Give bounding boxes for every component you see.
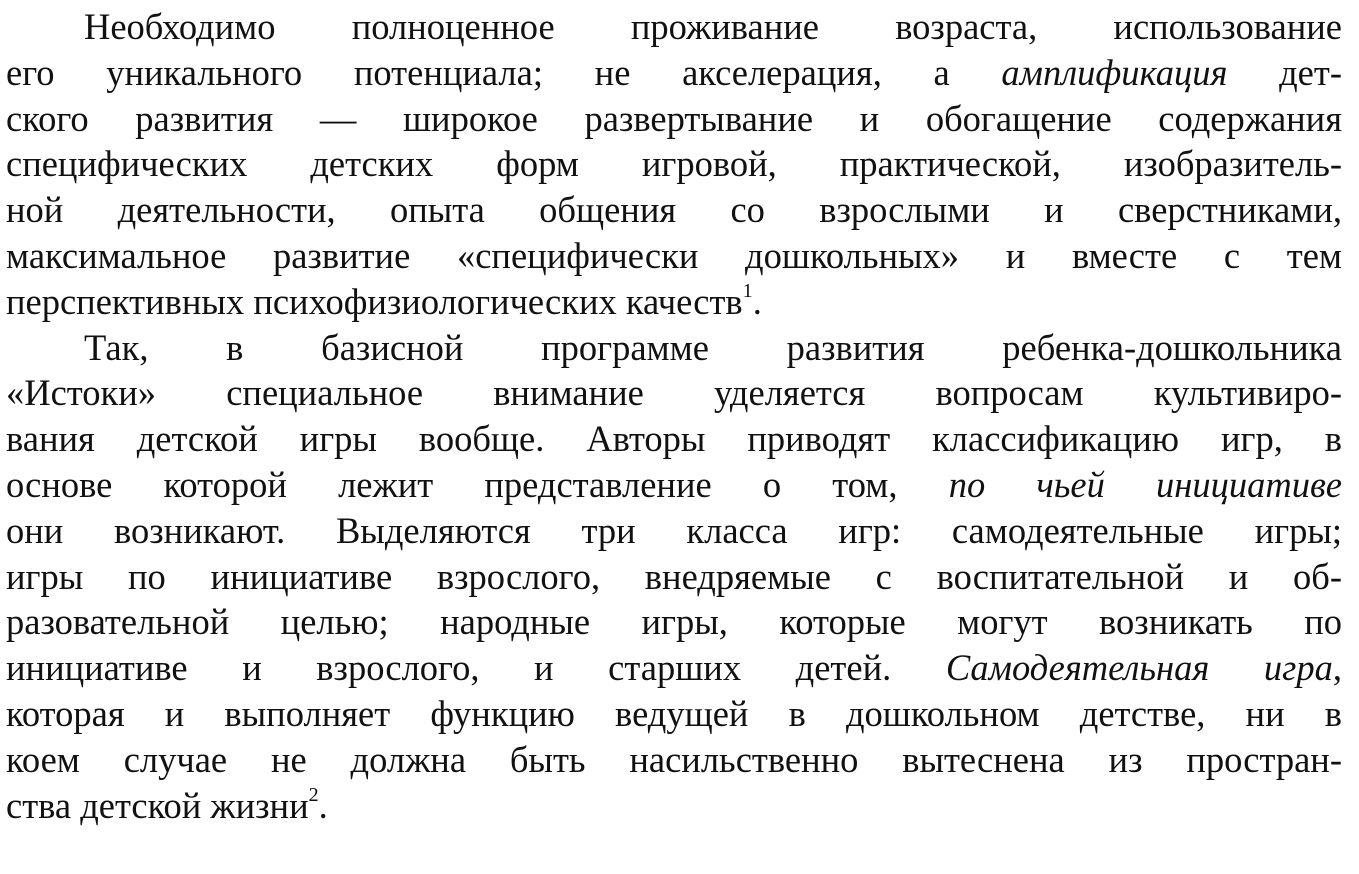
text-run: дет- (1227, 51, 1342, 93)
text-run: ной деятельности, опыта общения со взрослыми и сверстниками, (6, 189, 1342, 231)
text-line (6, 462, 1342, 508)
paragraph (6, 325, 1342, 829)
text-line (6, 416, 1342, 462)
text-line (6, 554, 1342, 600)
emphasized-text: Самодеятельная игра (945, 647, 1333, 689)
text-run: специфических детских форм игровой, практической, изобразитель- (6, 143, 1342, 185)
text-line (6, 370, 1342, 416)
text-run: его уникального потенциала; не акселерация, а (6, 51, 1002, 93)
text-line (6, 645, 1342, 691)
text-run: вания детской игры вообще. Авторы приводят классификацию игр, в (6, 418, 1342, 460)
text-line (6, 691, 1342, 737)
text-run: инициативе и взрослого, и старших детей. (6, 647, 946, 689)
text-run: основе которой лежит представление о том, (6, 463, 949, 505)
text-run: игры по инициативе взрослого, внедряемые с воспитательной и об- (6, 555, 1342, 597)
text-line (6, 141, 1342, 187)
text-run: ского развития — широкое развертывание и обогащение содержания (6, 97, 1342, 139)
document-page (6, 4, 1342, 828)
text-run: Так, в базисной программе развития ребенка-дошкольника (84, 326, 1342, 368)
text-line (6, 4, 1342, 50)
text-run: . (752, 280, 762, 322)
text-line (6, 508, 1342, 554)
text-line (6, 279, 1342, 325)
text-run: , (1332, 647, 1342, 689)
paragraph (6, 4, 1342, 325)
footnote-marker: 2 (308, 783, 319, 806)
text-run: Необходимо полноценное проживание возраста, использование (84, 6, 1342, 47)
footnote-marker: 1 (742, 279, 753, 302)
text-run: «Истоки» специальное внимание уделяется вопросам культивиро- (6, 372, 1342, 414)
text-line (6, 599, 1342, 645)
text-line (6, 233, 1342, 279)
emphasized-text: амплификация (1001, 51, 1228, 93)
text-line (6, 325, 1342, 371)
text-line (6, 96, 1342, 142)
text-run: они возникают. Выделяются три класса игр: самодеятельные игры; (6, 509, 1342, 551)
text-line (6, 50, 1342, 96)
text-line (6, 187, 1342, 233)
text-run: максимальное развитие «специфически дошкольных» и вместе с тем (6, 234, 1342, 276)
text-run: . (318, 784, 328, 826)
text-line (6, 737, 1342, 783)
emphasized-text: по чьей инициативе (948, 463, 1342, 505)
text-line (6, 783, 1342, 829)
text-run: коем случае не должна быть насильственно вытеснена из простран- (6, 738, 1342, 780)
text-run: ства детской жизни (6, 784, 309, 826)
text-run: перспективных психофизиологических качеств (6, 280, 743, 322)
text-run: разовательной целью; народные игры, которые могут возникать по (6, 601, 1342, 643)
text-run: которая и выполняет функцию ведущей в дошкольном детстве, ни в (6, 692, 1342, 734)
